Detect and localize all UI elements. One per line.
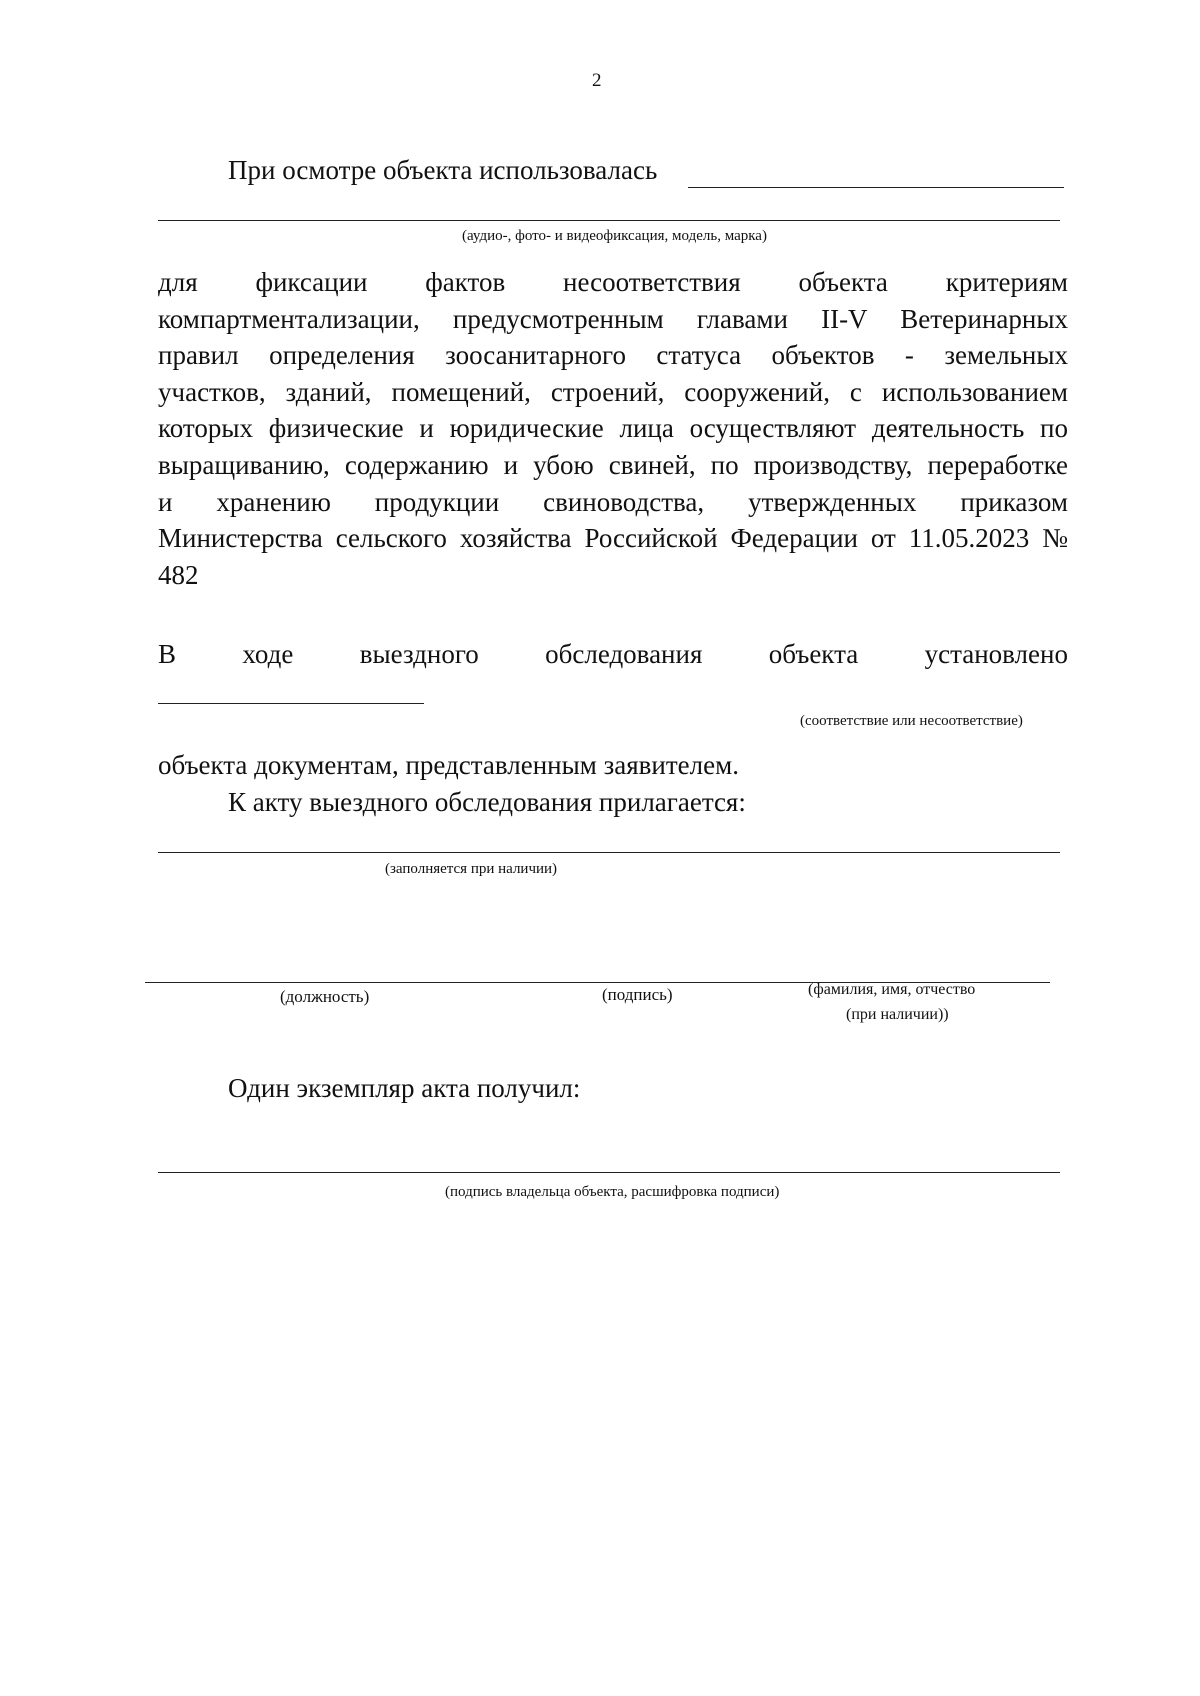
survey-word: выездного <box>359 639 479 669</box>
survey-caption: (соответствие или несоответствие) <box>800 713 1023 729</box>
name-caption-line-1: (фамилия, имя, отчество <box>808 981 976 998</box>
paragraph-line: и хранению продукции свиноводства, утвержденных приказом <box>158 486 1068 517</box>
paragraph-line: правил определения зоосанитарного статуса объектов - земельных <box>158 340 1068 371</box>
inspection-caption: (аудио-, фото- и видеофиксация, модель, марка) <box>462 228 767 244</box>
name-caption-line-2: (при наличии)) <box>846 1006 949 1023</box>
attachment-text: К акту выездного обследования прилагается: <box>228 787 746 817</box>
survey-word: установлено <box>924 639 1068 669</box>
receipt-text: Один экземпляр акта получил: <box>228 1073 581 1103</box>
receipt-fill-line <box>158 1172 1060 1173</box>
inspection-fill-line-2 <box>158 220 1060 221</box>
survey-word: объекта <box>768 639 859 669</box>
survey-continuation: объекта документам, представленным заявителем. <box>158 750 739 780</box>
survey-word: ходе <box>242 639 294 669</box>
survey-word: обследования <box>545 639 703 669</box>
paragraph-line: выращиванию, содержанию и убою свиней, по производству, переработке <box>158 449 1068 480</box>
inspection-paragraph <box>158 264 1068 593</box>
position-caption: (должность) <box>280 987 370 1006</box>
paragraph-line: Министерства сельского хозяйства Российской Федерации от 11.05.2023 № <box>158 523 1068 554</box>
receipt-caption: (подпись владельца объекта, расшифровка подписи) <box>445 1184 780 1200</box>
paragraph-line: которых физические и юридические лица осуществляют деятельность по <box>158 413 1068 444</box>
attachment-fill-line <box>158 852 1060 853</box>
survey-sentence <box>158 636 1068 672</box>
paragraph-line: участков, зданий, помещений, строений, сооружений, с использованием <box>158 376 1068 407</box>
survey-fill-line <box>158 703 424 704</box>
paragraph-line: компартментализации, предусмотренным главами II-V Ветеринарных <box>158 303 1068 334</box>
paragraph-line: 482 <box>158 559 199 590</box>
signature-caption: (подпись) <box>602 985 673 1004</box>
page-number: 2 <box>592 70 602 91</box>
inspection-lead-text: При осмотре объекта использовалась <box>228 155 658 185</box>
attachment-caption: (заполняется при наличии) <box>385 861 558 877</box>
inspection-fill-line-1 <box>688 187 1064 188</box>
paragraph-line: для фиксации фактов несоответствия объекта критериям <box>158 267 1068 297</box>
survey-word: В <box>158 639 177 669</box>
